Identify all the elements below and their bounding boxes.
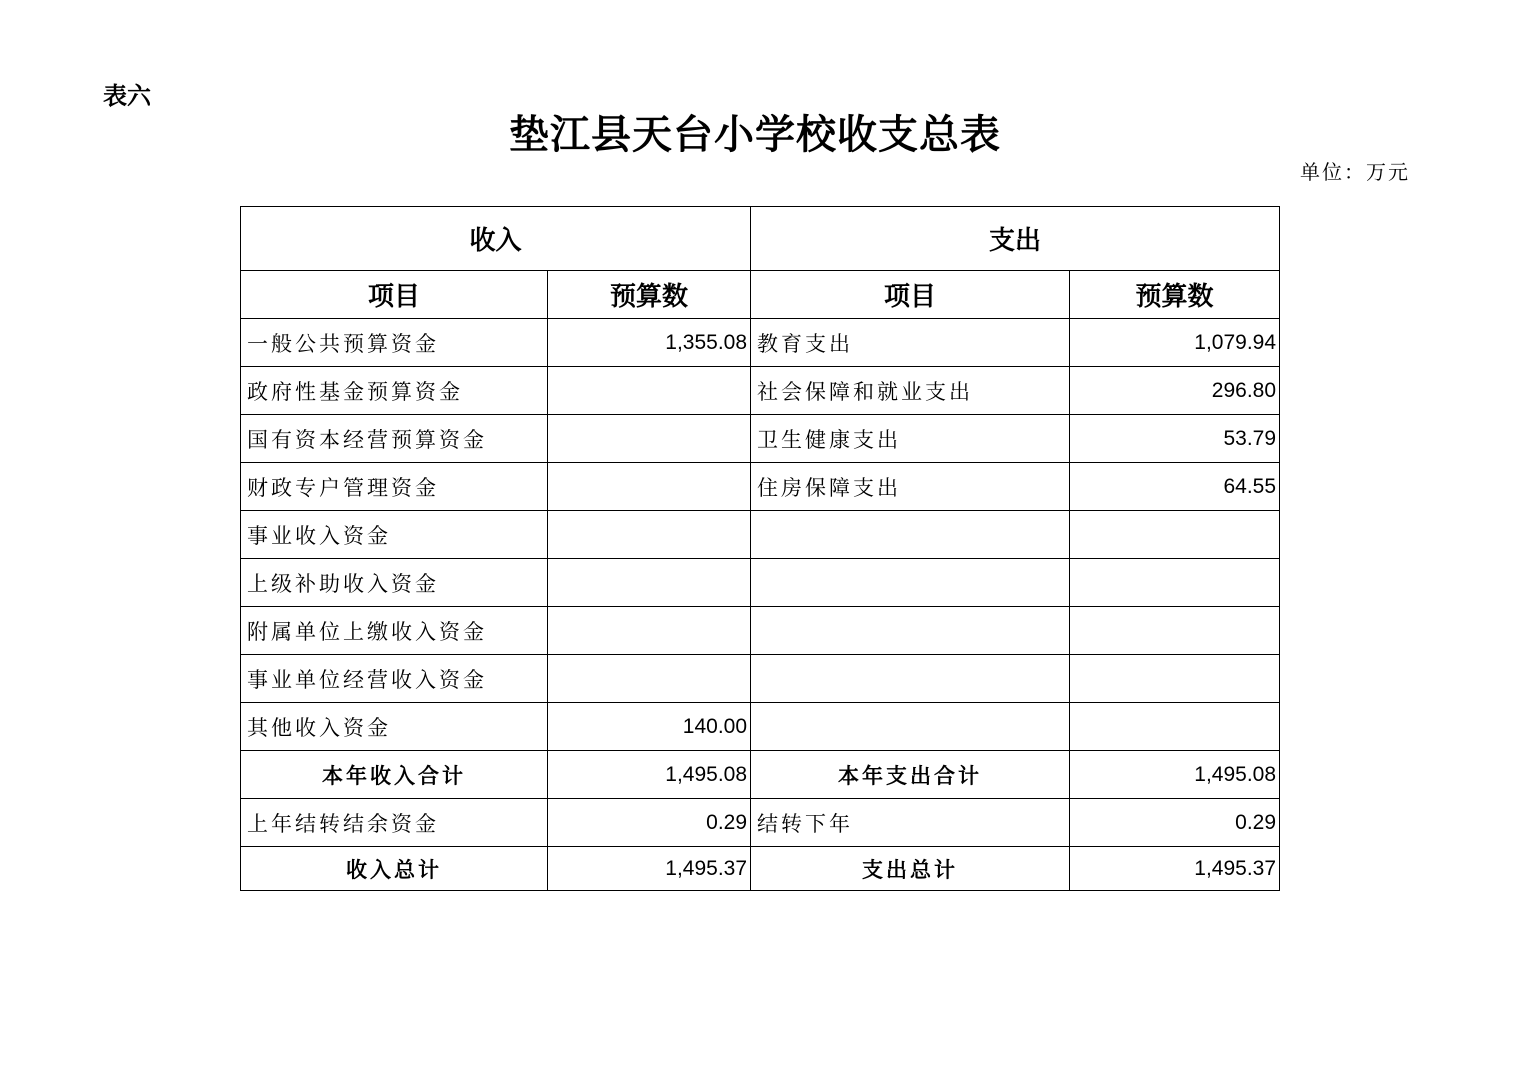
income-budget-column-header: 预算数 [548,271,751,319]
income-item-cell: 一般公共预算资金 [241,319,548,367]
expense-item-cell: 社会保障和就业支出 [751,367,1070,415]
expense-budget-column-header: 预算数 [1070,271,1280,319]
income-value-cell [548,367,751,415]
expense-item-cell: 住房保障支出 [751,463,1070,511]
expense-value-cell: 64.55 [1070,463,1280,511]
income-item-cell: 事业收入资金 [241,511,548,559]
income-section-header: 收入 [241,207,751,271]
expense-item-cell [751,607,1070,655]
income-item-cell: 财政专户管理资金 [241,463,548,511]
income-item-cell: 事业单位经营收入资金 [241,655,548,703]
expense-item-cell [751,559,1070,607]
expense-item-cell [751,655,1070,703]
table-row [241,655,1280,703]
expense-item-cell [751,703,1070,751]
income-value-cell [548,607,751,655]
income-item-cell: 其他收入资金 [241,703,548,751]
expense-value-cell [1070,655,1280,703]
column-header-row [241,271,1280,319]
grand-total-row [241,847,1280,891]
expense-item-cell: 教育支出 [751,319,1070,367]
table-label: 表六 [103,82,151,110]
income-value-cell: 0.29 [548,799,751,847]
table-row [241,463,1280,511]
income-value-cell [548,511,751,559]
expense-value-cell: 53.79 [1070,415,1280,463]
expense-item-column-header: 项目 [751,271,1070,319]
table-row [241,319,1280,367]
income-item-cell: 政府性基金预算资金 [241,367,548,415]
income-value-cell [548,559,751,607]
expense-item-cell: 卫生健康支出 [751,415,1070,463]
income-total-label: 收入总计 [241,847,548,891]
expense-value-cell: 1,079.94 [1070,319,1280,367]
table-row [241,367,1280,415]
income-item-column-header: 项目 [241,271,548,319]
expense-section-header: 支出 [751,207,1280,271]
expense-value-cell: 296.80 [1070,367,1280,415]
income-value-cell: 140.00 [548,703,751,751]
expense-item-cell: 结转下年 [751,799,1070,847]
table-row [241,607,1280,655]
expense-value-cell [1070,511,1280,559]
table-row [241,511,1280,559]
income-subtotal-label: 本年收入合计 [241,751,548,799]
expense-item-cell [751,511,1070,559]
budget-summary-table [240,206,1280,891]
table-row [241,799,1280,847]
expense-value-cell [1070,607,1280,655]
income-value-cell: 1,355.08 [548,319,751,367]
expense-total-label: 支出总计 [751,847,1070,891]
income-value-cell [548,463,751,511]
income-item-cell: 附属单位上缴收入资金 [241,607,548,655]
table-row [241,703,1280,751]
section-header-row [241,207,1280,271]
page-title: 垫江县天台小学校收支总表 [509,111,1001,158]
income-item-cell: 上年结转结余资金 [241,799,548,847]
income-value-cell [548,415,751,463]
income-item-cell: 国有资本经营预算资金 [241,415,548,463]
income-subtotal-value: 1,495.08 [548,751,751,799]
expense-value-cell [1070,559,1280,607]
expense-value-cell: 0.29 [1070,799,1280,847]
expense-subtotal-value: 1,495.08 [1070,751,1280,799]
expense-total-value: 1,495.37 [1070,847,1280,891]
subtotal-row [241,751,1280,799]
unit-label: 单位：万元 [1300,160,1410,184]
income-value-cell [548,655,751,703]
income-total-value: 1,495.37 [548,847,751,891]
table-row [241,415,1280,463]
table-row [241,559,1280,607]
expense-subtotal-label: 本年支出合计 [751,751,1070,799]
income-item-cell: 上级补助收入资金 [241,559,548,607]
expense-value-cell [1070,703,1280,751]
